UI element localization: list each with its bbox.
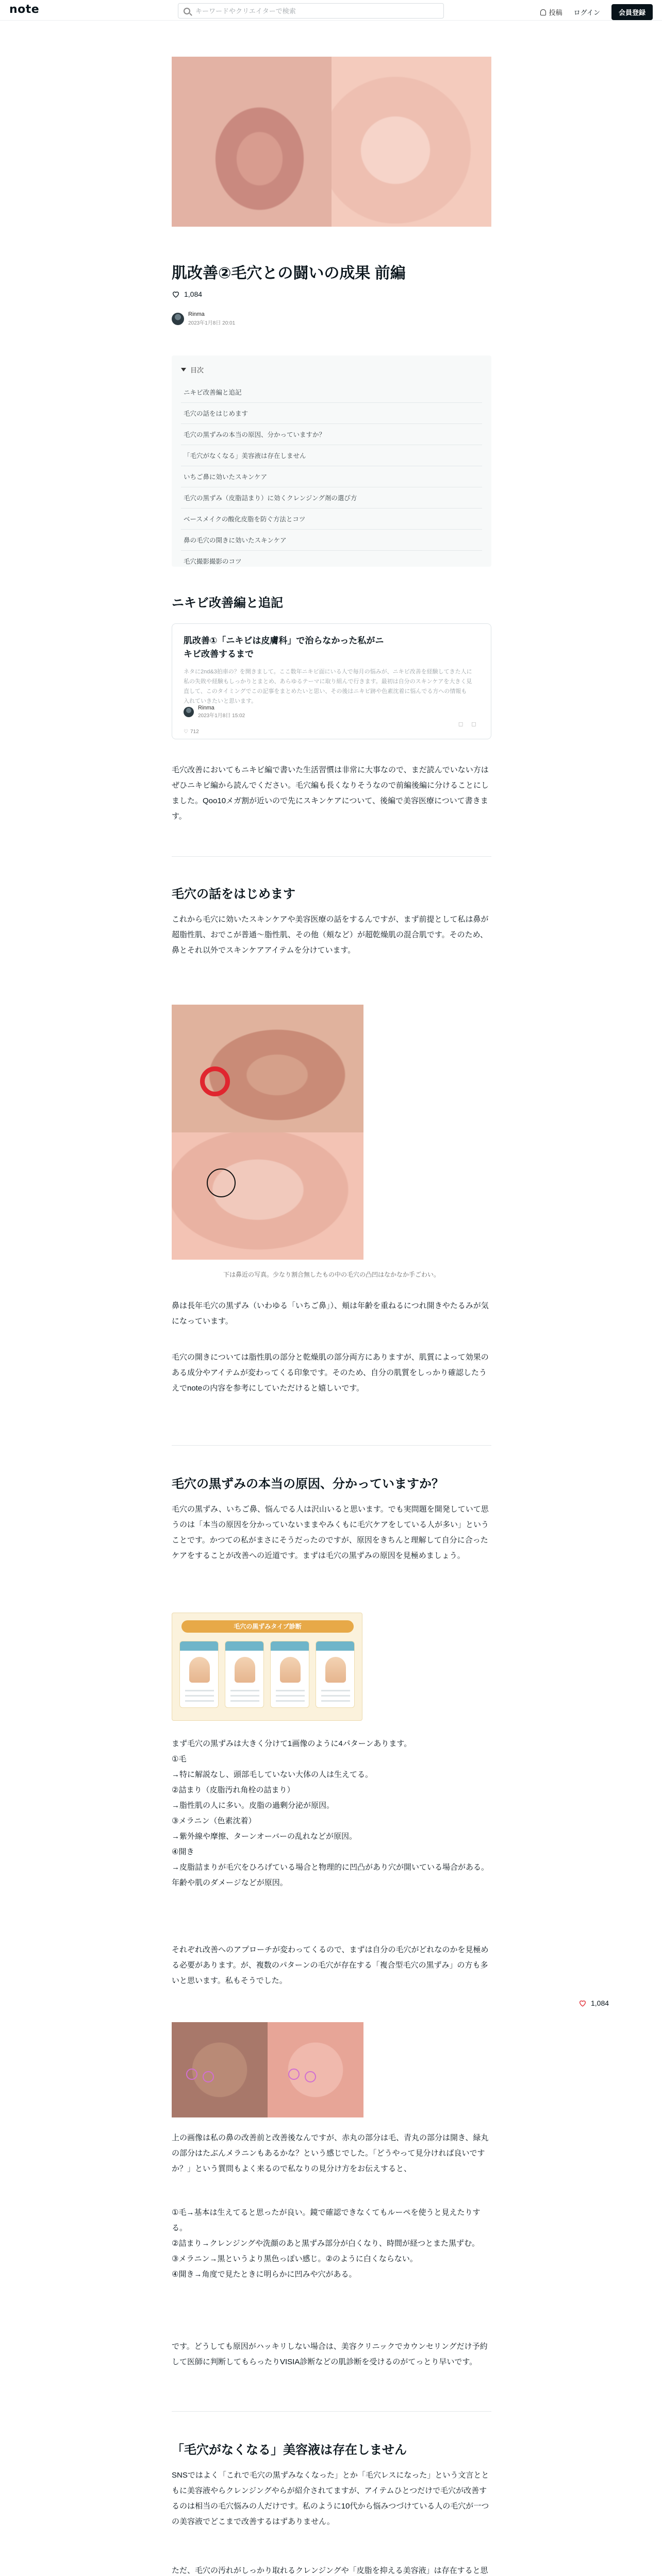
nose-before-after-image [172,2022,363,2117]
top-navigation-bar [0,0,662,21]
nose-closeup-image [172,1005,363,1260]
card-heart-icon: ♡ [184,729,188,735]
paragraph: 上の画像は私の鼻の改善前と改善後なんですが、赤丸の部分は毛、青丸の部分は開き、緑丸の部分はたぶんメラニンもあるかな？という感じでした。「どうやって見分ければ良いですか？」という質問もよく来るので私なりの見分け方をお伝えすると、 [172,2133,489,2173]
list-item: →特に解説なし、頭部毛していない大体の人は生えてる。 [172,1770,373,1779]
infographic-panel [225,1641,264,1708]
list-item: ②詰まり（皮脂汚れ角栓の詰まり） [172,1786,295,1794]
login-link[interactable]: ログイン [573,9,600,16]
divider [172,1445,491,1446]
card-author: Rinma [198,705,214,711]
heart-icon[interactable] [172,290,180,298]
card-date: 2023年1月8日 15:02 [198,713,245,719]
card-description: ネタに2nd&3拍車の？を開きまして。ここ数年ニキビ面にいる人で毎月の悩みが、ニキビ改善を経験してきた人に私の失敗や経験もしっかりとまとめ、あらゆるテーマに取り組んで行きます。最初は自分のスキンケアを大きく見直して、このタイミングでこの記事をまとめたいと思い、その後はニキビ跡や色素沈着に悩んでる方への情報も入れていきたいと思います。 [184,669,472,704]
list-item: →紫外線や摩擦、ターンオーバーの乱れなどが原因。 [172,1832,357,1841]
infographic-banner: 毛穴の黒ずみタイプ診断 [181,1620,354,1633]
divider [172,856,491,857]
after-image [268,2022,363,2117]
list-item: →脂性肌の人に多い。皮脂の過剰分泌が原因。 [172,1801,335,1810]
pore-type-infographic [172,1613,362,1721]
search-box[interactable] [178,3,444,19]
nose-image-bottom [172,1132,363,1260]
signup-button[interactable]: 会員登録 [611,4,653,20]
nose-image-top [172,1005,363,1132]
infographic-panel [179,1641,219,1708]
pore-type-list [172,1752,491,1891]
note-logo[interactable]: note [9,3,40,16]
post-label: 投稿 [549,9,562,16]
search-icon [184,8,190,14]
section-heading: 毛穴の黒ずみの本当の原因、分かっていますか？ [172,1477,444,1491]
pink-circle-marker [203,2071,214,2082]
image-caption: 下は鼻近の写真。少なり割合無したもの中の毛穴の凸凹はなかなか手ごわい。 [223,1271,440,1278]
toc-item[interactable]: 毛穴撮影撮影のコツ [184,558,242,565]
paragraph: ただ、毛穴の汚れがしっかり取れるクレンジングや「皮脂を抑える美容液」は存在すると思 [172,2566,488,2575]
like-count: 1,084 [184,290,203,298]
toc-item[interactable]: 毛穴の黒ずみの本当の原因、分かっていますか？ [181,424,482,445]
publish-date: 2023年1月8日 20:01 [188,320,236,326]
header-actions [540,4,653,20]
hero-image-after [332,57,491,227]
hero-image-before [172,57,332,227]
toc-toggle[interactable]: 目次 [181,365,482,375]
list-item: ③メラニン→黒というより黒色っぽい感じ。②のように白くならない。 [172,2255,418,2263]
infographic-panel [316,1641,355,1708]
paragraph: それぞれ改善へのアプローチが変わってくるので、まずは自分の毛穴がどれなのかを見極める必要があります。が、複数のパターンの毛穴が存在する「複合型毛穴の黒ずみ」の方も多いと思います。私もそうでした。 [172,1945,489,1985]
paragraph: です。どうしても原因がハッキリしない場合は、美容クリニックでカウンセリングだけ予約して医師に判断してもらったりVISIA診断などの肌診断を受けるのがてっとり早いです。 [172,2342,488,2366]
paragraph: これから毛穴に効いたスキンケアや美容医療の話をするんですが、まず前提として私は鼻が超脂性肌、おでこが普通〜脂性肌、その他（頬など）が超乾燥肌の混合肌です。そのため、鼻とそれ以外でスキンケアアイテムを分けています。 [172,915,489,955]
paragraph: SNSではよく「これで毛穴の黒ずみなくなった」とか「毛穴レスになった」という文言とともに美容液やらクレンジングやらが紹介されてますが、アイテムひとつだけで毛穴が改善するのは相当の毛穴悩みの人だけです。私のように10代から悩みつづけている人の毛穴が一つの美容液でどこまで改善するはずありません。 [172,2471,489,2526]
table-of-contents [172,355,491,567]
black-circle-marker [207,1168,236,1197]
card-action-icons[interactable]: ◻ ◻ [458,720,479,727]
toc-item[interactable]: 「毛穴がなくなる」美容液は存在しません [181,445,482,466]
pore-check-list [172,2205,491,2282]
hero-image [172,57,491,227]
toc-item[interactable]: ニキビ改善編と追記 [181,382,482,403]
toc-item[interactable]: ベースメイクの酸化皮脂を防ぐ方法とコツ [181,509,482,530]
before-image [172,2022,268,2117]
list-item: ②詰まり→クレンジングや洗顔のあと黒ずみ部分が白くなり、時間が経つとまた黒ずむ。 [172,2239,480,2248]
list-item: ①毛→基本は生えてると思ったが良い。鏡で確認できなくてもルーペを使うと見えたりする。 [172,2208,481,2232]
post-button[interactable] [540,7,562,17]
list-item: ④開き→角度で見たときに明らかに凹みや穴がある。 [172,2270,357,2279]
card-like-count: 712 [190,729,199,735]
paragraph: 毛穴の黒ずみ、いちご鼻、悩んでる人は沢山いると思います。でも実問題を開発していて思うのは「本当の原因を分かっていないままやみくもに毛穴ケアをしている人が多い」ということです。かつての私がまさにそうだったのですが、原因をきちんと理解して自分に合ったケアをすることが改善への近道です。まずは毛穴の黒ずみの原因を見極めましょう。 [172,1505,489,1560]
post-icon [540,9,546,15]
heart-icon[interactable] [578,1999,587,2007]
embedded-article-card[interactable] [172,623,491,739]
section-heading: ニキビ改善編と追記 [172,596,283,610]
card-avatar [184,707,194,717]
red-circle-marker [200,1066,230,1096]
toc-item[interactable]: 毛穴の黒ずみ（皮脂詰まり）に効くクレンジング剤の選び方 [181,487,482,509]
search-input[interactable] [195,7,438,15]
card-footer [184,705,479,719]
pink-circle-marker [305,2071,316,2082]
avatar[interactable] [172,313,184,325]
list-item: ①毛 [172,1755,187,1764]
toc-item[interactable]: いちご鼻に効いたスキンケア [181,466,482,487]
list-item: →皮脂詰まりが毛穴をひろげている場合と物理的に凹凸があり穴が開いている場合がある。年齢や肌のダメージなどが原因。 [172,1863,489,1887]
paragraph: 鼻は長年毛穴の黒ずみ（いわゆる「いちご鼻」）、頬は年齢を重ねるにつれ開きやたるみが気になっています。 [172,1301,489,1326]
pink-circle-marker [186,2069,197,2080]
toc-item[interactable]: 鼻の毛穴の開きに効いたスキンケア [181,530,482,551]
like-row [172,290,202,298]
divider [172,2411,491,2412]
paragraph: まず毛穴の黒ずみは大きく分けて1画像のように4パターンあります。 [172,1739,412,1748]
author-info[interactable] [172,311,235,326]
floating-like-count: 1,084 [591,1999,609,2007]
pink-circle-marker [288,2069,300,2080]
section-heading: 「毛穴がなくなる」美容液は存在しません [172,2443,407,2457]
card-title[interactable]: 肌改善①「ニキビは皮膚科」で治らなかった私がニキビ改善するまで [184,636,384,659]
section-heading: 毛穴の話をはじめます [172,887,295,901]
infographic-panel [270,1641,309,1708]
floating-like-button[interactable] [578,1999,609,2007]
list-item: ④開き [172,1848,194,1856]
paragraph: 毛穴改善においてもニキビ編で書いた生活習慣は非常に大事なので、まだ読んでいない方はぜひニキビ編から読んでください。毛穴編も長くなりそうなので前編後編に分けることにしました。Qoo10メガ割が近いので先にスキンケアについて、後編で美容医療について書きます。 [172,766,489,821]
paragraph: 毛穴の開きについては脂性肌の部分と乾燥肌の部分両方にありますが、肌質によって効果のある成分やアイテムが変わってくる印象です。そのため、自分の肌質をしっかり確認したうえでnoteの内容を参考にしていただけると嬉しいです。 [172,1353,489,1393]
author-name[interactable]: Rinma [188,311,205,317]
article-title: 肌改善②毛穴との闘いの成果 前編 [172,265,406,282]
card-likes [184,729,199,735]
list-item: ③メラニン（色素沈着） [172,1817,256,1825]
toc-item[interactable]: 毛穴の話をはじめます [181,403,482,424]
